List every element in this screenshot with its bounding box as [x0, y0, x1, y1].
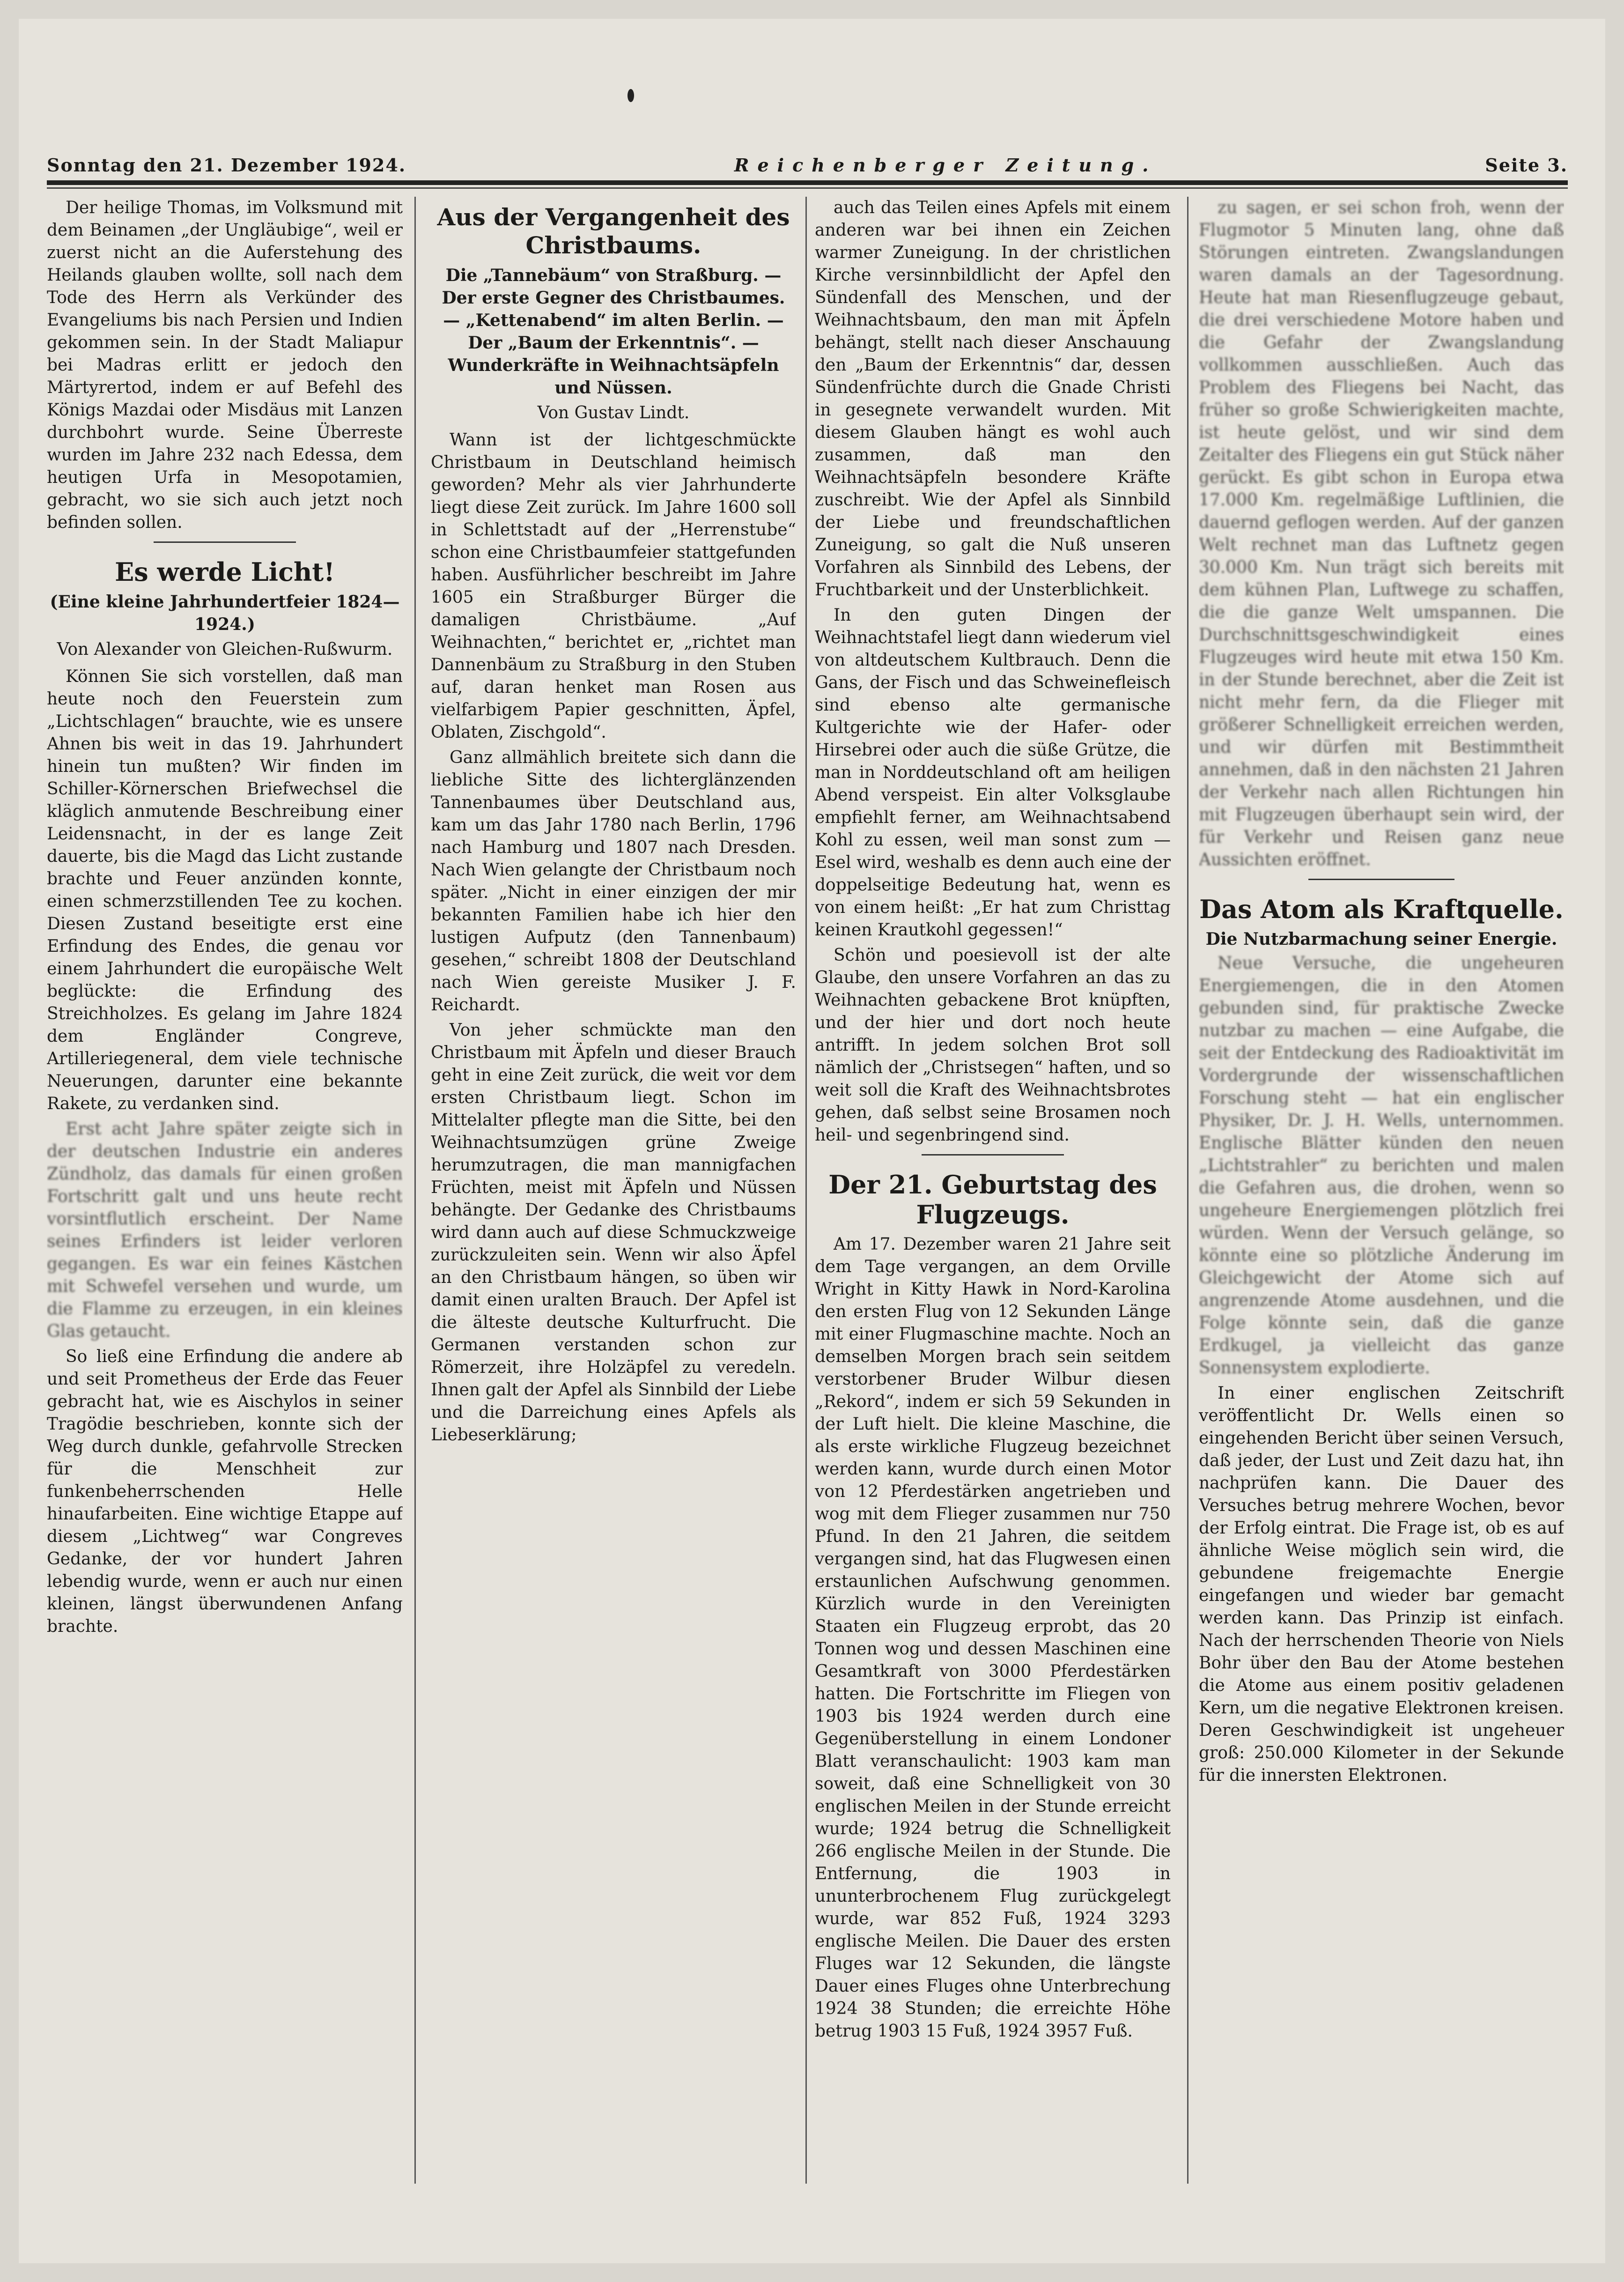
- article-separator: [922, 1154, 1064, 1156]
- article-paragraph: Erst acht Jahre später zeigte sich in der deutschen Industrie ein anderes Zündholz, das damals für einen großen Fortschritt galt und uns heute recht vorsintflutlich erscheint. Der Name seines Erfinders ist leider verloren gegangen. Es war ein feines Kästchen mit Schwefel versehen und wurde, um die Flamme zu erzeugen, in ein kleines Glas getaucht.: [47, 1119, 403, 1341]
- article-paragraph: Können Sie sich vorstellen, daß man heute noch den Feuerstein zum „Lichtschlagen“ brauchte, wie es unsere Ahnen bis weit in das 19. Jahrhundert hinein tun mußten? Wir finden im Schiller-Körnerschen Briefwechsel die kläglich anmutende Beschreibung einer Leidensnacht, in der es lange Zeit dauerte, bis die Magd das Licht zustande brachte und Feuer anzünden konnte, einen schmerzstillenden Tee zu kochen. Diesen Zustand beseitigte erst eine Erfindung des Endes, die genau vor einem Jahrhundert die europäische Welt beglückte: die Erfindung des Streichholzes. Es gelang im Jahre 1824 dem Engländer Congreve, Artilleriegeneral, dem viele technische Neuerungen, darunter eine bekannte Rakete, zu verdanken sind.: [47, 667, 403, 1113]
- article-paragraph: Der heilige Thomas, im Volksmund mit dem Beinamen „der Ungläubige“, weil er zuerst nicht an die Auferstehung des Heilands glauben wollte, soll nach dem Tode des Herrn als Verkünder des Evangeliums bis nach Persien und Indien gekommen sein. In der Stadt Maliapur bei Madras erlitt er jedoch den Märtyrertod, indem er auf Befehl des Königs Mazdai oder Misdäus mit Lanzen durchbohrt wurde. Seine Überreste wurden im Jahre 232 nach Edessa, dem heutigen Urfa in Mesopotamien, gebracht, wo sie sich auch jetzt noch befinden sollen.: [47, 198, 403, 532]
- newspaper-title: Reichenberger Zeitung.: [734, 155, 1157, 176]
- header-rule: [47, 180, 1568, 185]
- article-paragraph: Ganz allmählich breitete sich dann die liebliche Sitte des lichterglänzenden Tannenbaumes über Deutschland aus, kam um das Jahr 1780 nach Berlin, 1796 nach Hamburg und 1807 nach Dresden. Nach Wien gelangte der Christbaum noch später. „Nicht in einer einzigen der mir bekannten Familien habe ich hier den lustigen Aufputz (den Tannenbaum) gesehen,“ schreibt 1808 der Deutschland nach Wien gereiste Musiker J. F. Reichardt.: [431, 748, 796, 1015]
- header-rule-thin: [47, 187, 1568, 189]
- header-date: Sonntag den 21. Dezember 1924.: [47, 155, 406, 176]
- article-subtitle: Die Nutzbarmachung seiner Energie.: [1205, 929, 1558, 949]
- column-divider: [805, 197, 807, 2184]
- article-paragraph: So ließ eine Erfindung die andere ab und seit Prometheus der Erde das Feuer gebracht hat, wie es Aischylos in seiner Tragödie beschrieben, konnte sich der Weg durch dunkle, gefahrvolle Strecken für die Menschheit zur funkenbeherrschenden Helle hinaufarbeiten. Eine wichtige Etappe auf diesem „Lichtweg“ war Congreves Gedanke, der vor hundert Jahren lebendig wurde, wenn er auch nur einen kleinen, längst überwundenen Anfang brachte.: [47, 1347, 403, 1636]
- article-title: Das Atom als Kraftquelle.: [1199, 894, 1564, 924]
- article-paragraph: In einer englischen Zeitschrift veröffentlicht Dr. Wells einen so eingehenden Bericht über seinen Versuch, daß jeder, der Lust und Zeit dazu hat, ihn nachprüfen kann. Die Dauer des Versuches betrug mehrere Wochen, bevor der Erfolg eintrat. Die Frage ist, ob es auf ähnliche Weise möglich sein wird, die gebundene freigemachte Energie eingefangen und wieder bar gemacht werden kann. Das Prinzip ist einfach. Nach der herrschenden Theorie von Niels Bohr über den Bau der Atome bestehen die Atome aus einem positiv geladenen Kern, um die negative Elektronen kreisen. Deren Geschwindigkeit ist ungeheuer groß: 250.000 Kilometer in der Sekunde für die innersten Elektronen.: [1199, 1384, 1564, 1785]
- page-number: Seite 3.: [1485, 155, 1568, 176]
- column-divider: [414, 197, 416, 2184]
- newspaper-page: [19, 19, 1605, 2263]
- column-3: [815, 197, 1171, 2184]
- scan-dot: [627, 89, 634, 102]
- article-paragraph: zu sagen, er sei schon froh, wenn der Flugmotor 5 Minuten lang, ohne daß Störungen eintreten. Zwangslandungen waren damals an der Tagesordnung. Heute hat man Riesenflugzeuge gebaut, die drei verschiedene Motore haben und die Gefahr der Zwangslandung vollkommen ausschließen. Auch das Problem des Fliegens bei Nacht, das früher so große Schwierigkeiten machte, ist heute gelöst, und wir sind dem Zeitalter des Fliegens ein gut Stück näher gerückt. Es gibt schon in Europa etwa 17.000 Km. regelmäßige Luftlinien, die dauernd geflogen werden. Auf der ganzen Welt rechnet man das Luftnetz gegen 30.000 Km. Nun trägt sich bereits mit dem kühnen Plan, Luftwege zu schaffen, die die ganze Welt umspannen. Die Durchschnittsgeschwindigkeit eines Flugzeuges wird heute mit etwa 150 Km. in der Stunde berechnet, aber die Zeit ist nicht mehr fern, da die Flieger mit größerer Schnelligkeit erreichen werden, und wir dürfen mit Bestimmtheit annehmen, daß in den nächsten 21 Jahren der Verkehr nach allen Richtungen hin mit Flugzeugen überhaupt sein wird, der für Verkehr und Reisen ganz neue Aussichten eröffnet.: [1199, 198, 1564, 869]
- column-divider: [1187, 197, 1188, 2184]
- column-1: [47, 197, 403, 2184]
- article-author: Von Alexander von Gleichen-Rußwurm.: [57, 640, 393, 659]
- column-2: [431, 197, 796, 2184]
- article-title: Es werde Licht!: [115, 557, 335, 587]
- article-paragraph: Wann ist der lichtgeschmückte Christbaum in Deutschland heimisch geworden? Mehr als vier Jahrhunderte liegt diese Zeit zurück. Im Jahre 1600 soll in Schlettstadt auf der „Herrenstube“ schon eine Christbaumfeier stattgefunden haben. Ausführlicher beschreibt im Jahre 1605 ein Straßburger Bürger die damaligen Christbäume. „Auf Weihnachten,“ berichtet er, „richtet man Dannenbäum zu Straßburg in den Stuben auf, daran henket man Rosen aus vielfarbigem Papier geschnitten, Äpfel, Oblaten, Zischgold“.: [431, 430, 796, 742]
- article-separator: [1308, 879, 1454, 880]
- article-subtitle: (Eine kleine Jahrhundertfeier 1824—1924.): [50, 592, 400, 634]
- article-paragraph: Schön und poesievoll ist der alte Glaube, den unsere Vorfahren an das zu Weihnachten gebackene Brot knüpften, und der hier und dort noch heute antrifft. In jedem solchen Brot soll nämlich der „Christsegen“ haften, und so weit soll die Kraft des Weihnachtsbrotes gehen, daß selbst seine Brosamen noch heil- und segenbringend sind.: [815, 946, 1171, 1145]
- column-4: [1199, 197, 1564, 2184]
- article-separator: [154, 541, 296, 543]
- article-title: Aus der Vergangenheit des Christbaums.: [437, 203, 790, 259]
- page-header: [47, 143, 1568, 176]
- article-paragraph: Von jeher schmückte man den Christbaum mit Äpfeln und dieser Brauch geht in eine Zeit zurück, die weit vor dem ersten Christbaum liegt. Schon im Mittelalter pflegte man die Sitte, bei den Weihnachtsumzügen grüne Zweige herumzutragen, die man mannigfachen Früchten, meist mit Äpfeln und Nüssen behängte. Der Gedanke des Christbaums wird dann auch auf diese Schmuckzweige zurückzuleiten sein. Wenn wir also Äpfel an den Christbaum hängen, so üben wir damit einen uralten Brauch. Der Apfel ist die älteste deutsche Kulturfrucht. Die Germanen verstanden schon zur Römerzeit, ihre Holzäpfel zu veredeln. Ihnen galt der Apfel als Sinnbild der Liebe und die Darreichung eines Apfels als Liebeserklärung;: [431, 1021, 796, 1445]
- article-paragraph: In den guten Dingen der Weihnachtstafel liegt dann wiederum viel von altdeutschem Kultbrauch. Denn die Gans, der Fisch und das Schweinefleisch sind ebenso alte germanische Kultgerichte wie der Hafer- oder Hirsebrei oder auch die süße Grütze, die man in Norddeutschland oft am heiligen Abend verspeist. Ein alter Volksglaube empfiehlt ferner, am Weihnachtsabend Kohl zu essen, weil man sonst zum — Esel wird, weshalb es denn auch eine der doppelseitige Bedeutung hat, wenn es von einem heißt: „Er hat zum Christtag keinen Krautkohl gegessen!“: [815, 606, 1171, 940]
- article-title: Der 21. Geburtstag des Flugzeugs.: [828, 1170, 1157, 1230]
- article-paragraph: Am 17. Dezember waren 21 Jahre seit dem Tage vergangen, an dem Orville Wright in Kitty Hawk in Nord-Karolina den ersten Flug von 12 Sekunden Länge mit einer Flugmaschine machte. Noch an demselben Morgen brach sein seitdem verstorbener Bruder Wilbur diesen „Rekord“, indem er sich 59 Sekunden in der Luft hielt. Die kleine Maschine, die als erste wirkliche Flugzeug bezeichnet werden kann, wurde durch einen Motor von 12 Pferdestärken angetrieben und wog mit dem Flieger zusammen nur 750 Pfund. In den 21 Jahren, die seitdem vergangen sind, hat das Flugwesen einen erstaunlichen Aufschwung genommen. Kürzlich wurde in den Vereinigten Staaten ein Flugzeug erprobt, das 20 Tonnen wog und dessen Maschinen eine Gesamtkraft von 3000 Pferdestärken hatten. Die Fortschritte im Fliegen von 1903 bis 1924 werden durch eine Gegenüberstellung in einem Londoner Blatt veranschaulicht: 1903 kam man soweit, daß eine Schnelligkeit von 30 englischen Meilen in der Stunde erreicht wurde; 1924 betrug die Schnelligkeit 266 englische Meilen in der Stunde. Die Entfernung, die 1903 in ununterbrochenem Flug zurückgelegt wurde, war 852 Fuß, 1924 3293 englische Meilen. Die Dauer des ersten Fluges war 12 Sekunden, die längste Dauer eines Fluges ohne Unterbrechung 1924 38 Stunden; die erreichte Höhe betrug 1903 15 Fuß, 1924 3957 Fuß.: [815, 1235, 1171, 2041]
- article-paragraph: auch das Teilen eines Apfels mit einem anderen war bei ihnen ein Zeichen warmer Zuneigung. In der christlichen Kirche versinnbildlicht der Apfel den Sündenfall des Menschen, und der Weihnachtsbaum, den man mit Äpfeln behängt, stellt nach dieser Anschauung den „Baum der Erkenntnis“ dar, dessen Sündenfrüchte durch die Gnade Christi in gesegnete verwandelt wurden. Mit diesem Glauben hängt es wohl auch zusammen, daß man den Weihnachtsäpfeln besondere Kräfte zuschreibt. Wie der Apfel als Sinnbild der Liebe und freundschaftlichen Zuneigung, so galt die Nuß unseren Vorfahren als Sinnbild des Lebens, der Fruchtbarkeit und der Unsterblichkeit.: [815, 198, 1171, 600]
- article-paragraph: Neue Versuche, die ungeheuren Energiemengen, die in den Atomen gebunden sind, für praktische Zwecke nutzbar zu machen — eine Aufgabe, die seit der Entdeckung des Radioaktivität im Vordergrunde der wissenschaftlichen Forschung steht — hat ein englischer Physiker, Dr. J. H. Wells, unternommen. Englische Blätter künden den neuen „Lichtstrahler“ zu berichten und malen die Gefahren aus, die drohen, wenn so ungeheure Energiemengen plötzlich frei würden. Wenn der Versuch gelänge, so könnte eine so plötzliche Änderung im Gleichgewicht der Atome sich auf angrenzende Atome ausdehnen, und die Folge könnte sein, daß die ganze Erdkugel, ja vielleicht das ganze Sonnensystem explodierte.: [1199, 954, 1564, 1378]
- article-subtitle: Die „Tannebäum“ von Straßburg. — Der erste Gegner des Christbaumes. — „Kettenabend“ im alten Berlin. — Der „Baum der Erkenntnis“. — Wunderkräfte in Weihnachtsäpfeln und Nüssen.: [442, 266, 785, 398]
- article-author: Von Gustav Lindt.: [537, 403, 690, 422]
